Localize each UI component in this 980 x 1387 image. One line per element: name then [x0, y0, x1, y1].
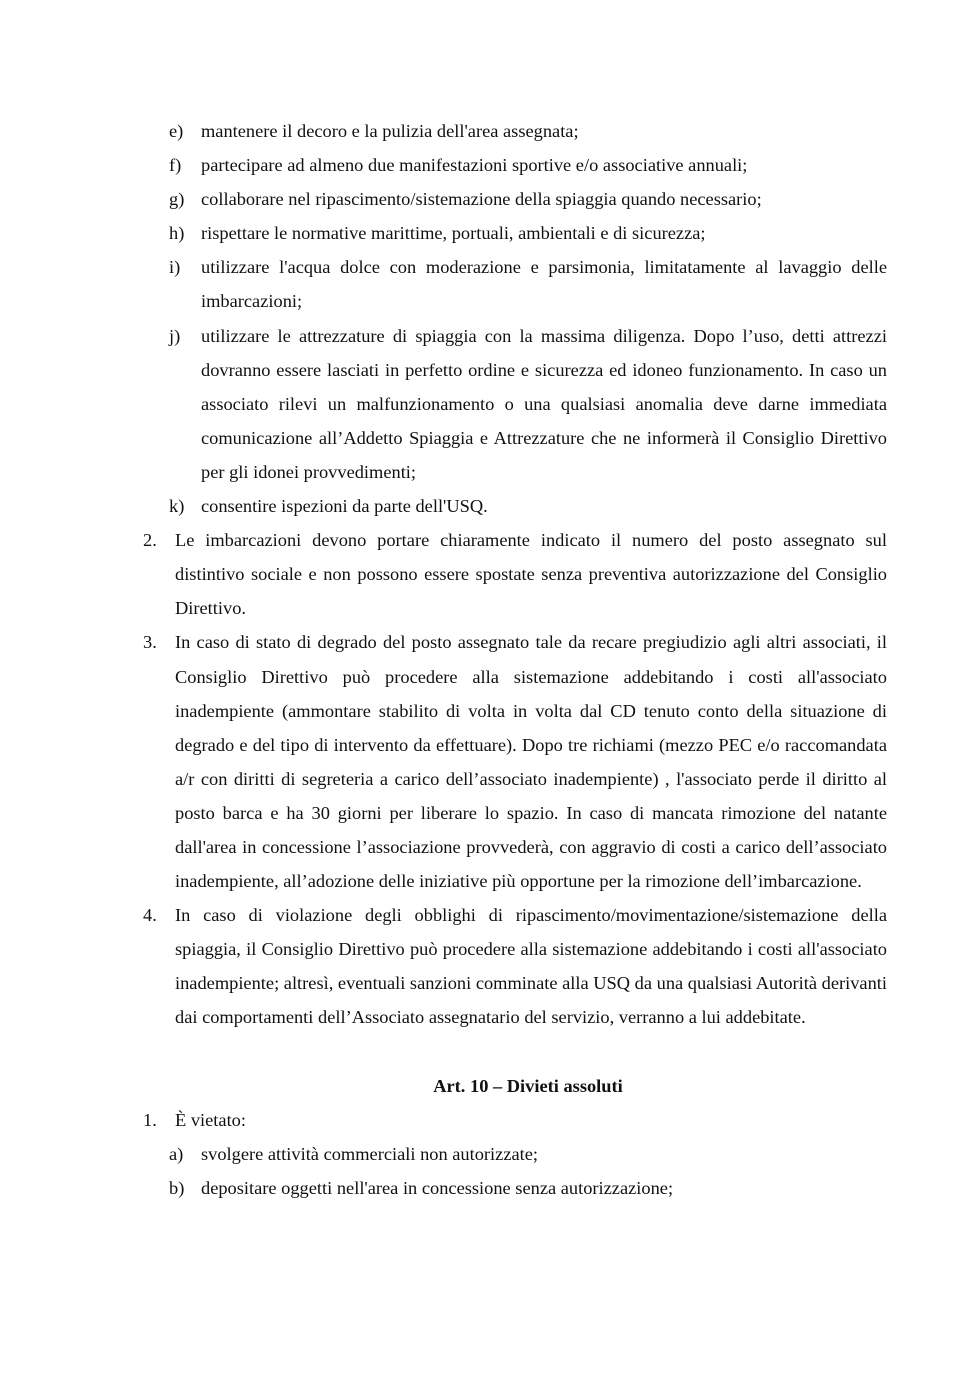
article-item-a: [169, 1137, 887, 1171]
list-item-g: [169, 182, 887, 216]
list-item-i: [169, 250, 887, 318]
paragraph-number: 3.: [143, 632, 157, 653]
list-text: depositare oggetti nell'area in concessione senza autorizzazione;: [201, 1177, 674, 1198]
list-text: consentire ispezioni da parte dell'USQ.: [201, 496, 488, 517]
list-label: k): [169, 496, 185, 517]
list-label: i): [169, 257, 181, 278]
list-label: f): [169, 155, 182, 176]
list-label: a): [169, 1143, 184, 1164]
paragraph-text: Le imbarcazioni devono portare chiaramente indicato il numero del posto assegnato sul distintivo sociale e non possono essere spostate senza preventiva autorizzazione del Consiglio Direttivo.: [175, 530, 887, 619]
list-text: collaborare nel ripascimento/sistemazione della spiaggia quando necessario;: [201, 189, 762, 210]
list-text: utilizzare l'acqua dolce con moderazione e parsimonia, limitatamente al lavaggio delle imbarcazioni;: [201, 257, 887, 312]
paragraph-number: 2.: [143, 530, 157, 551]
list-text: partecipare ad almeno due manifestazioni sportive e/o associative annuali;: [201, 155, 748, 176]
article-paragraph-1: [143, 1103, 887, 1137]
paragraph-text: È vietato:: [175, 1109, 246, 1130]
list-label: h): [169, 223, 185, 244]
page-content: [143, 114, 887, 1205]
list-item-h: [169, 216, 887, 250]
list-continuation: [143, 114, 887, 523]
list-label: e): [169, 121, 184, 141]
paragraph-text: In caso di stato di degrado del posto assegnato tale da recare pregiudizio agli altri associati, il Consiglio Direttivo può procedere alla sistemazione addebitando i costi all'associato inadempiente (ammontare stabilito di volta in volta dal CD tenuto conto della situazione di degrado e del tipo di intervento da effettuare). Dopo tre richiami (mezzo PEC e/o raccomandata a/r con diritti di segreteria a carico dell’associato inadempiente) , l'associato perde il diritto al posto barca e ha 30 giorni per liberare lo spazio. In caso di mancata rimozione del natante dall'area in concessione l’associazione provvederà, con aggravio di costi a carico dell’associato inadempiente, all’adozione delle iniziative più opportune per la rimozione dell’imbarcazione.: [175, 632, 887, 892]
paragraph-3: [143, 625, 887, 898]
list-label: b): [169, 1177, 185, 1198]
list-label: j): [169, 325, 181, 346]
list-item-k: [169, 489, 887, 523]
article-item-b: [169, 1171, 887, 1205]
list-text: utilizzare le attrezzature di spiaggia con la massima diligenza. Dopo l’uso, detti attrezzi dovranno essere lasciati in perfetto ordine e sicurezza ed idoneo funzionamento. In caso un associato rilevi un malfunzionamento o una qualsiasi anomalia deve darne immediata comunicazione all’Addetto Spiaggia e Attrezzature che ne informerà il Consiglio Direttivo per gli idonei provvedimenti;: [201, 325, 887, 482]
article-heading: Art. 10 – Divieti assoluti: [433, 1075, 623, 1096]
paragraph-number: 4.: [143, 905, 157, 926]
paragraph-number: 1.: [143, 1109, 157, 1130]
paragraph-4: [143, 898, 887, 1034]
list-text: svolgere attività commerciali non autorizzate;: [201, 1143, 539, 1164]
list-text: mantenere il decoro e la pulizia dell'area assegnata;: [201, 121, 579, 141]
paragraph-2: [143, 523, 887, 625]
list-item-f: [169, 148, 887, 182]
list-item-e: [169, 114, 887, 148]
list-label: g): [169, 189, 185, 210]
list-item-j: [169, 319, 887, 489]
list-text: rispettare le normative marittime, portuali, ambientali e di sicurezza;: [201, 223, 706, 244]
paragraph-text: In caso di violazione degli obblighi di ripascimento/movimentazione/sistemazione della spiaggia, il Consiglio Direttivo può procedere alla sistemazione addebitando i costi all'associato inadempiente; altresì, eventuali sanzioni comminate alla USQ da una qualsiasi Autorità derivanti dai comportamenti dell’Associato assegnatario del servizio, verranno a lui addebitate.: [175, 905, 887, 1028]
